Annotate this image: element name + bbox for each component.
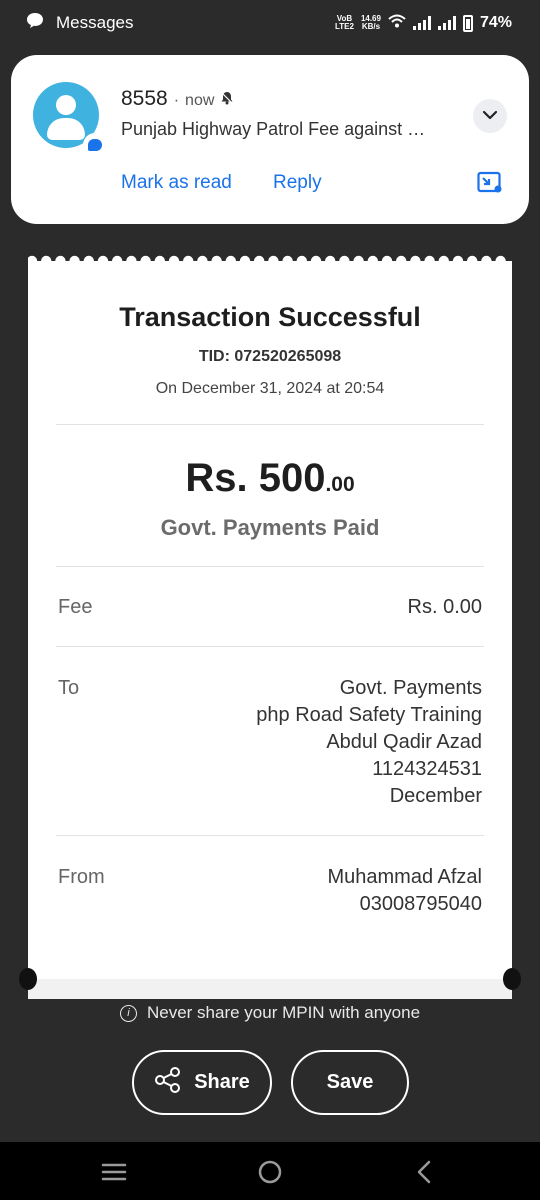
signal-icon-2 [438,16,456,30]
share-button[interactable]: Share [132,1050,272,1115]
receipt-card [28,262,512,979]
battery-percent: 74% [479,14,512,31]
receipt-footer [28,979,512,999]
to-label: To [58,677,80,699]
wifi-icon [388,14,406,33]
to-line: 1124324531 [372,758,482,780]
share-icon [154,1067,182,1099]
bell-icon [220,87,234,111]
to-line: Abdul Qadir Azad [326,731,482,753]
home-icon[interactable] [257,1159,283,1190]
to-line: Govt. Payments [339,677,482,699]
expand-button[interactable] [473,99,507,133]
transaction-amount: Rs. 500.00 [185,456,355,500]
notification-time: now [185,92,215,109]
receipt-notch-right [503,968,521,990]
from-line: 03008795040 [359,893,482,915]
amount-caption: Govt. Payments Paid [160,515,380,540]
from-label: From [58,866,105,888]
save-button[interactable]: Save [291,1050,409,1115]
network-indicator: VoB LTE2 [334,14,354,31]
to-line: php Road Safety Training [256,704,482,726]
to-line: December [389,785,482,807]
notification-sender: 8558 · now [121,87,234,111]
status-bar [0,0,540,46]
from-details [327,864,482,918]
pop-out-icon[interactable] [477,171,503,200]
transaction-title: Transaction Successful [119,302,421,332]
divider [56,835,484,836]
divider [56,566,484,567]
chevron-down-icon [482,107,498,125]
messages-icon [26,12,44,34]
notification-preview: Punjab Highway Patrol Fee against … [121,119,426,139]
signal-icon [413,16,431,30]
back-icon[interactable] [415,1159,433,1190]
notification-card[interactable] [11,55,529,224]
status-app-label: Messages [56,13,134,32]
transaction-date: On December 31, 2024 at 20:54 [155,380,385,397]
system-navigation-bar [0,1142,540,1200]
fee-value: Rs. 0.00 [407,596,482,618]
to-details [256,675,482,810]
info-icon: i [120,1005,137,1022]
battery-icon [463,15,473,32]
receipt-notch-left [19,968,37,990]
reply-button[interactable]: Reply [273,172,322,193]
speed-indicator: 14.69 KB/s [360,14,381,31]
mark-as-read-button[interactable]: Mark as read [121,172,232,193]
message-badge-icon [83,133,107,157]
fee-label: Fee [58,596,93,618]
divider [56,646,484,647]
recents-icon[interactable] [101,1162,127,1187]
transaction-id: TID: 072520265098 [198,348,342,365]
security-note: i Never share your MPIN with anyone [0,1003,540,1023]
divider [56,424,484,425]
from-line: Muhammad Afzal [327,866,482,888]
